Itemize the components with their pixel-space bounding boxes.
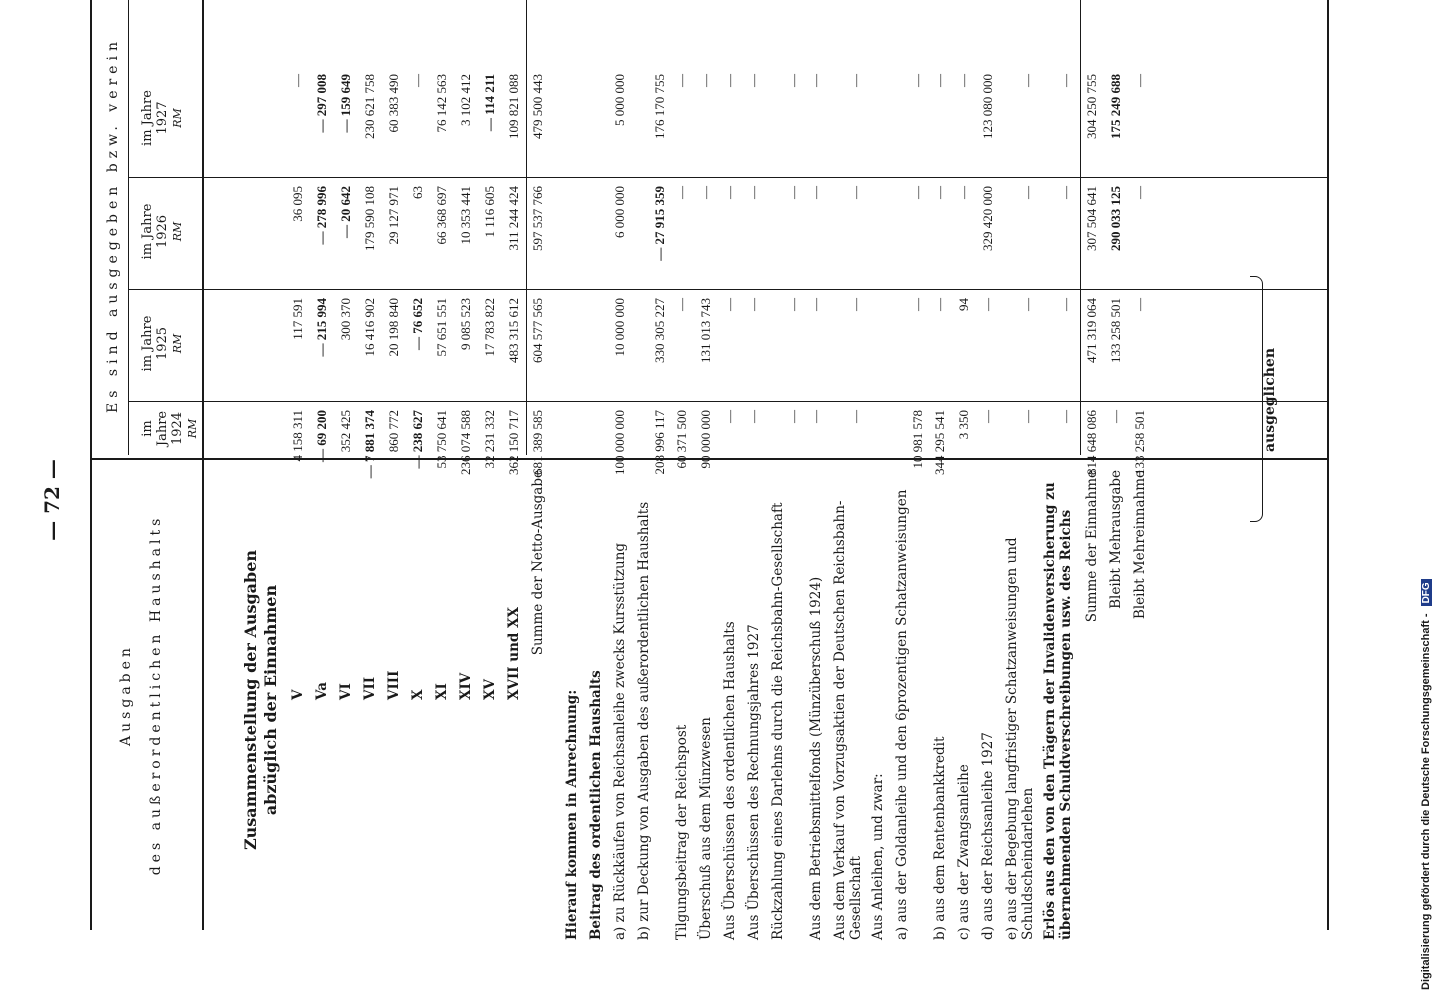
anrechnung-7-cell-1925: — — [808, 298, 823, 311]
anrechnung-0-cell-1926: 6 000 000 — [612, 186, 627, 238]
anleihen-1-cell-1927: — — [932, 74, 947, 87]
anrechnung-0-cell-1927: 5 000 000 — [612, 74, 627, 126]
netto-cell-1927: 479 500 443 — [530, 74, 545, 139]
totals-0-cell-1924: 814 648 086 — [1084, 410, 1099, 475]
totals-label: Summe der Einnahme — [1084, 470, 1100, 623]
anrechnung-6-cell-1926: — — [786, 186, 801, 199]
anrechnung-1-cell-1924: 208 996 117 — [652, 410, 667, 475]
anrechnung-8-cell-1924: — — [848, 410, 863, 423]
anrechnung-1-cell-1926: — 27 915 359 — [652, 186, 667, 261]
row-label: XVII und XX — [506, 607, 522, 700]
ausgeglichen-note: ausgeglichen — [1262, 347, 1278, 453]
anrechnung-4-cell-1927: — — [722, 74, 737, 87]
anrechnung-0-cell-1924: 100 000 000 — [612, 410, 627, 475]
anrechnung-3-cell-1924: 90 000 000 — [698, 410, 713, 469]
anrechnung-5-cell-1927: — — [746, 74, 761, 87]
netto-label: Summe der Netto-Ausgabe — [530, 470, 546, 656]
row-7-cell-1927: 3 102 412 — [458, 74, 473, 126]
totals-1-cell-1927: 175 249 688 — [1108, 74, 1123, 139]
anleihen-item: b) aus dem Rentenbankkredit — [932, 736, 948, 940]
anrechnung-4-cell-1924: — — [722, 410, 737, 423]
anleihen-3-cell-1924: — — [980, 410, 995, 423]
totals-2-cell-1927: — — [1132, 74, 1147, 87]
unit-label: RM — [171, 108, 184, 128]
header-ausgaben: Ausgaben — [118, 644, 134, 746]
anrechnung-3-cell-1927: — — [698, 74, 713, 87]
totals-2-cell-1926: — — [1132, 186, 1147, 199]
anleihen-item: d) aus der Reichsanleihe 1927 — [980, 732, 996, 940]
anleihen-3-cell-1927: 123 080 000 — [980, 74, 995, 139]
row-label: X — [410, 689, 426, 700]
anrechnung-0-cell-1925: 10 000 000 — [612, 298, 627, 357]
anrechnung-item: Aus Überschüssen des Rechnungsjahres 1927 — [746, 624, 762, 940]
row-9-cell-1924: 362 150 717 — [506, 410, 521, 475]
anrechnung-item: Tilgungsbeitrag der Reichspost — [674, 724, 690, 940]
row-0-cell-1927: — — [290, 74, 305, 87]
anleihen-item: c) aus der Zwangsanleihe — [956, 764, 972, 940]
row-6-cell-1926: 66 368 697 — [434, 186, 449, 245]
row-0-cell-1925: 117 591 — [290, 298, 305, 340]
row-4-cell-1926: 29 127 971 — [386, 186, 401, 245]
totals-label: Bleibt Mehrausgabe — [1108, 470, 1124, 609]
row-4-cell-1925: 20 198 840 — [386, 298, 401, 357]
anleihen-4-cell-1925: — — [1020, 298, 1035, 311]
year-value: 1925 — [155, 326, 170, 361]
row-2-cell-1924: 352 425 — [338, 410, 353, 453]
anleihen-4-cell-1927: — — [1020, 74, 1035, 87]
anrechnung-8-cell-1926: — — [848, 186, 863, 199]
row-label: VI — [338, 683, 354, 700]
row-5-cell-1927: — — [410, 74, 425, 87]
year-label: im Jahre — [140, 410, 170, 447]
anleihen-item: e) aus der Begebung langfristiger Schatzanweisungen und Schuldscheindarlehen — [1004, 537, 1036, 940]
year-label: im Jahre — [140, 315, 155, 372]
anrechnung-5-cell-1924: — — [746, 410, 761, 423]
erloes-cell-1925: — — [1058, 298, 1073, 311]
anrechnung-item: Aus dem Verkauf von Vorzugsaktien der Deutschen Reichsbahn-Gesellschaft — [832, 500, 864, 940]
totals-0-cell-1927: 304 250 755 — [1084, 74, 1099, 139]
row-7-cell-1924: 236 074 588 — [458, 410, 473, 475]
page-number: — 72 — — [40, 459, 64, 541]
year-label: im Jahre — [140, 90, 155, 146]
erloes-cell-1926: — — [1058, 186, 1073, 199]
section-title-line2: abzüglich der Einnahmen — [261, 584, 280, 816]
anleihen-0-cell-1924: 10 981 578 — [910, 410, 925, 469]
anrechnung-item: Aus dem Betriebsmittelfonds (Münzüberschuß 1924) — [808, 576, 824, 940]
row-6-cell-1927: 76 142 563 — [434, 74, 449, 133]
dfg-logo: DFG — [1421, 579, 1432, 606]
anrechnung-4-cell-1926: — — [722, 186, 737, 199]
anrechnung-2-cell-1927: — — [674, 74, 689, 87]
anrechnung-8-cell-1927: — — [848, 74, 863, 87]
anleihen-1-cell-1926: — — [932, 186, 947, 199]
anrechnung-6-cell-1925: — — [786, 298, 801, 311]
anleihen-0-cell-1926: — — [910, 186, 925, 199]
erloes-cell-1924: — — [1058, 410, 1073, 423]
anrechnung-2-cell-1926: — — [674, 186, 689, 199]
totals-label: Bleibt Mehreinnahme — [1132, 470, 1148, 620]
anrechnung-3-cell-1926: — — [698, 186, 713, 199]
row-6-cell-1925: 57 651 551 — [434, 298, 449, 357]
row-3-cell-1926: 179 590 108 — [362, 186, 377, 251]
top-header-rule — [128, 0, 129, 455]
anrechnung-2-cell-1925: — — [674, 298, 689, 311]
anleihen-1-cell-1924: 344 295 541 — [932, 410, 947, 475]
totals-2-cell-1925: — — [1132, 298, 1147, 311]
year-value: 1927 — [155, 101, 170, 135]
erloes-cell-1927: — — [1058, 74, 1073, 87]
row-3-cell-1927: 230 621 758 — [362, 74, 377, 139]
row-9-cell-1926: 311 244 424 — [506, 186, 521, 251]
row-2-cell-1926: — 20 642 — [338, 186, 353, 238]
anleihen-item: a) aus der Goldanleihe und den 6prozentigen Schatzanweisungen — [894, 489, 910, 940]
year-header-1925 — [140, 290, 185, 397]
anrechnung-7-cell-1926: — — [808, 186, 823, 199]
year-header-1926 — [140, 178, 185, 285]
totals-rule — [1080, 0, 1081, 455]
netto-cell-1926: 597 537 766 — [530, 186, 545, 251]
row-3-cell-1925: 16 416 902 — [362, 298, 377, 357]
anrechnung-8-cell-1925: — — [848, 298, 863, 311]
anleihen-0-cell-1927: — — [910, 74, 925, 87]
row-5-cell-1924: — 238 627 — [410, 410, 425, 469]
row-4-cell-1924: 860 772 — [386, 410, 401, 453]
row-4-cell-1927: 60 383 490 — [386, 74, 401, 133]
table-bottom-rule — [1327, 0, 1329, 930]
anleihen-2-cell-1926: — — [956, 186, 971, 199]
unit-label: RM — [186, 418, 199, 439]
row-5-cell-1926: 63 — [410, 186, 425, 199]
year-label: im Jahre — [140, 203, 155, 260]
row-8-cell-1926: 1 116 605 — [482, 186, 497, 238]
netto-cell-1924: 681 389 585 — [530, 410, 545, 475]
unit-label: RM — [171, 333, 184, 354]
unit-label: RM — [171, 221, 184, 242]
row-label: VII — [362, 676, 378, 700]
row-0-cell-1924: 4 158 311 — [290, 410, 305, 462]
anrechnung-1-cell-1925: 330 305 227 — [652, 298, 667, 363]
row-9-cell-1927: 109 821 088 — [506, 74, 521, 139]
row-1-cell-1924: — 69 200 — [314, 410, 329, 462]
anrechnung-3-cell-1925: 131 013 743 — [698, 298, 713, 363]
anleihen-4-cell-1926: — — [1020, 186, 1035, 199]
row-label: XI — [434, 683, 450, 700]
netto-rule — [526, 0, 527, 455]
totals-0-cell-1926: 307 504 641 — [1084, 186, 1099, 251]
anleihen-0-cell-1925: — — [910, 298, 925, 311]
anrechnung-2-cell-1924: 60 371 500 — [674, 410, 689, 469]
year-value: 1926 — [155, 214, 170, 249]
totals-1-cell-1926: 290 033 125 — [1108, 186, 1123, 251]
erloes-label: Erlös aus den von den Trägern der Invalidenversicherung zu übernehmenden Schuldverschreibungen usw. des Reichs — [1042, 482, 1074, 940]
anleihen-2-cell-1925: 94 — [956, 298, 971, 311]
row-2-cell-1925: 300 370 — [338, 298, 353, 341]
row-8-cell-1927: — 114 211 — [482, 74, 497, 132]
anleihen-4-cell-1924: — — [1020, 410, 1035, 423]
row-label: XV — [482, 679, 498, 700]
row-label: Va — [314, 682, 330, 700]
row-1-cell-1926: — 278 996 — [314, 186, 329, 245]
anrechnung-item: Überschuß aus dem Münzwesen — [698, 717, 714, 940]
anrechnung-7-cell-1924: — — [808, 410, 823, 423]
year-value: 1924 — [170, 411, 185, 446]
anleihen-3-cell-1926: 329 420 000 — [980, 186, 995, 251]
row-label: XIV — [458, 672, 474, 700]
anrechnung-6-cell-1927: — — [786, 74, 801, 87]
dfg-sidebar — [1420, 10, 1432, 990]
totals-0-cell-1925: 471 319 064 — [1084, 298, 1099, 363]
row-8-cell-1924: 32 231 332 — [482, 410, 497, 469]
anleihen-3-cell-1925: — — [980, 298, 995, 311]
row-0-cell-1926: 36 095 — [290, 186, 305, 222]
section-title-line1: Zusammenstellung der Ausgaben — [241, 549, 260, 851]
anrechnung-1-cell-1927: 176 170 755 — [652, 74, 667, 139]
row-8-cell-1925: 17 783 822 — [482, 298, 497, 357]
row-2-cell-1927: — 159 649 — [338, 74, 353, 133]
anrechnung-item: b) zur Deckung von Ausgaben des außerordentlichen Haushalts — [636, 501, 652, 940]
dfg-sidebar-text: Digitalisierung gefördert durch die Deutsche Forschungsgemeinschaft - — [1420, 613, 1432, 990]
anleihen-1-cell-1925: — — [932, 298, 947, 311]
year-header-1927 — [140, 63, 185, 173]
anrechnung-item: Rückzahlung eines Darlehns durch die Reichsbahn-Gesellschaft — [770, 502, 786, 940]
anrechnung-5-cell-1925: — — [746, 298, 761, 311]
header-ausgaben-sub: des außerordentlichen Haushalts — [148, 514, 164, 876]
anleihen-2-cell-1927: — — [956, 74, 971, 87]
totals-1-cell-1924: — — [1108, 410, 1123, 423]
header-bottom-rule — [202, 0, 204, 930]
row-7-cell-1925: 9 085 523 — [458, 298, 473, 350]
beitrag-heading: Beitrag des ordentlichen Haushalts — [588, 670, 604, 940]
totals-2-cell-1924: 133 258 501 — [1132, 410, 1147, 475]
header-ausgegeben: Es sind ausgegeben bzw. verein — [105, 37, 121, 413]
anrechnung-5-cell-1926: — — [746, 186, 761, 199]
row-9-cell-1925: 483 315 612 — [506, 298, 521, 363]
row-1-cell-1927: — 297 008 — [314, 74, 329, 133]
anrechnung-item: a) zu Rückkäufen von Reichsanleihe zwecks Kursstützung — [612, 542, 628, 940]
ausgeglichen-brace — [1250, 276, 1263, 522]
row-6-cell-1924: 53 750 641 — [434, 410, 449, 469]
anrechnung-6-cell-1924: — — [786, 410, 801, 423]
row-5-cell-1925: — 76 652 — [410, 298, 425, 350]
anleihen-2-cell-1924: 3 350 — [956, 410, 971, 440]
anrechnung-7-cell-1927: — — [808, 74, 823, 87]
row-3-cell-1924: — 7 881 374 — [362, 410, 377, 479]
row-label: VIII — [386, 670, 402, 700]
row-label: V — [290, 689, 306, 700]
anrechnung-item: Aus Überschüssen des ordentlichen Haushalts — [722, 621, 738, 940]
year-header-1924 — [140, 402, 200, 455]
anrechnung-heading: Hierauf kommen in Anrechnung: — [564, 689, 580, 940]
table-top-rule — [90, 0, 92, 930]
netto-cell-1925: 604 577 565 — [530, 298, 545, 363]
anleihen-heading: Aus Anleihen, und zwar: — [870, 773, 886, 940]
row-7-cell-1926: 10 353 441 — [458, 186, 473, 245]
row-1-cell-1925: — 215 994 — [314, 298, 329, 357]
anrechnung-4-cell-1925: — — [722, 298, 737, 311]
totals-1-cell-1925: 133 258 501 — [1108, 298, 1123, 363]
